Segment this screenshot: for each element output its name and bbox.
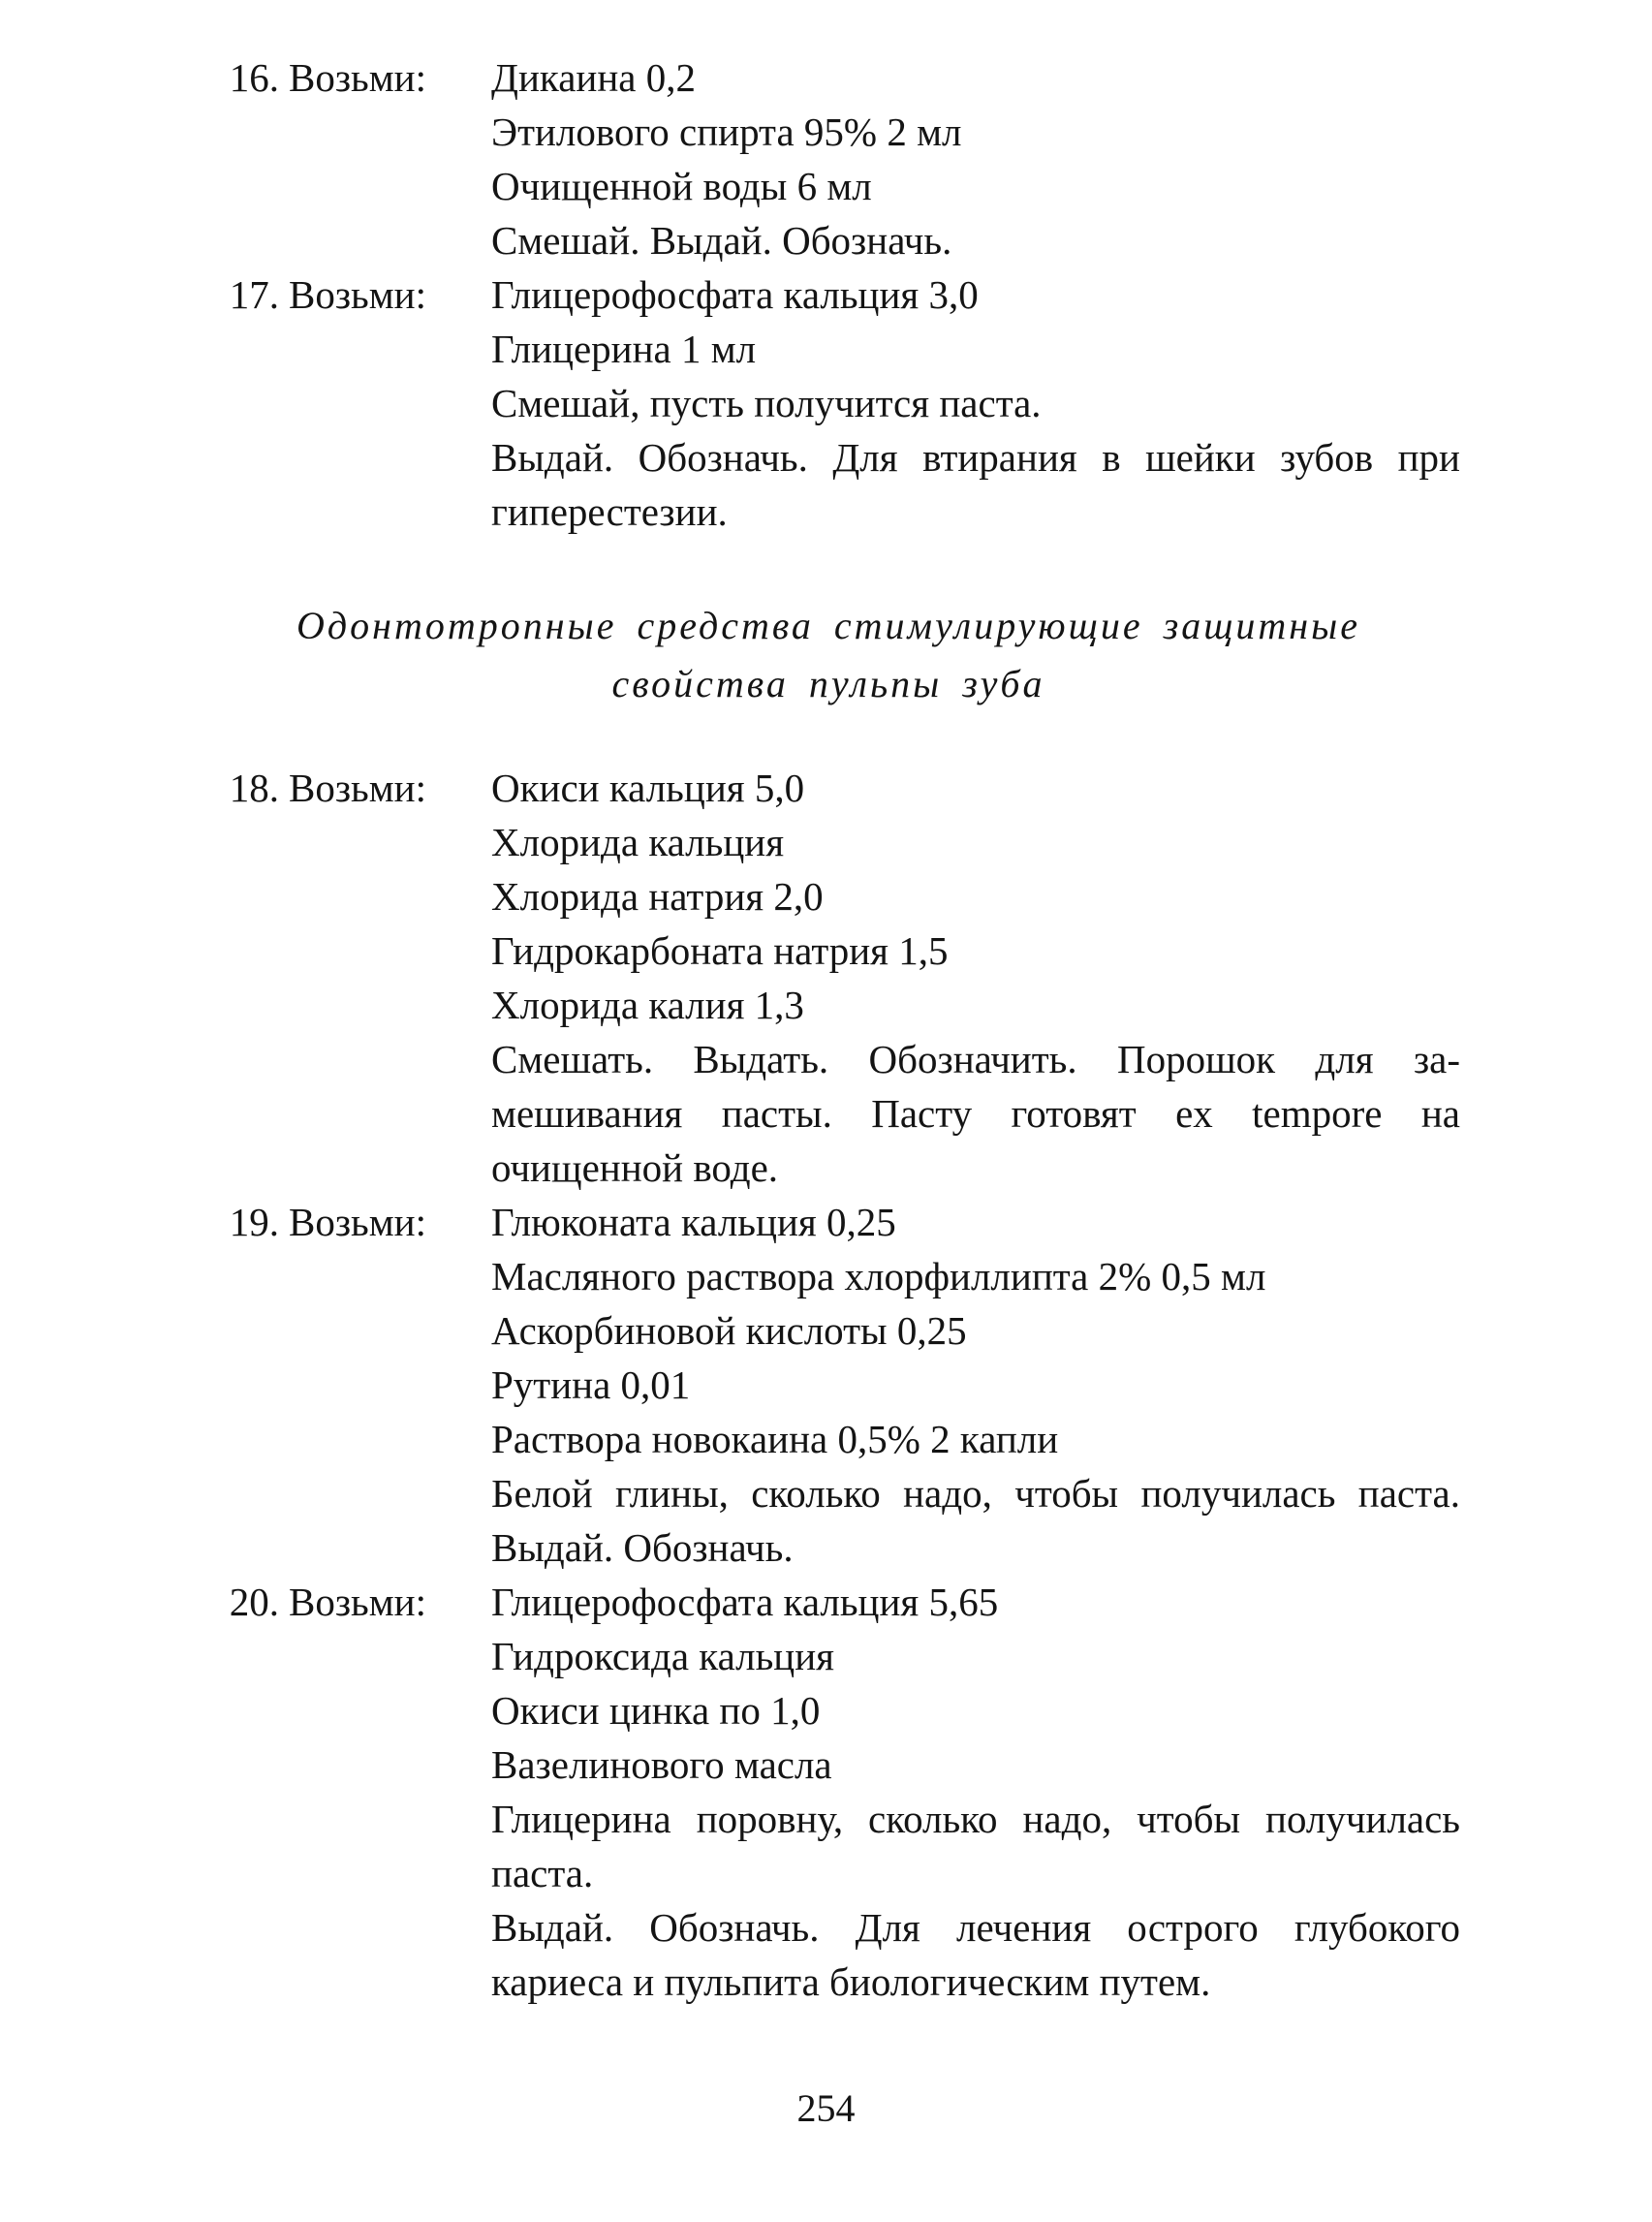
prescription-17 <box>194 267 1463 539</box>
instruction-line: кариеса и пульпита биологическим путем. <box>491 1959 1211 2004</box>
prescription-ingredients <box>491 267 1460 539</box>
prescription-header <box>194 1575 426 1629</box>
ingredient-line: Раствора новокаина 0,5% 2 капли <box>491 1417 1059 1461</box>
section-title-line: Одонтотропные средства стимулирующие защитные <box>296 604 1360 647</box>
prescription-18 <box>194 761 1463 1195</box>
ingredient-line: Аскорбиновой кислоты 0,25 <box>491 1308 967 1353</box>
ingredient-line: Глицерина поровну, сколько надо, чтобы получилась <box>491 1797 1460 1841</box>
ingredient-line: Этилового спирта 95% 2 мл <box>491 110 962 154</box>
ingredient-line: Глицерина 1 мл <box>491 327 757 371</box>
prescription-ingredients <box>491 1575 1460 2009</box>
ingredient-line: Рутина 0,01 <box>491 1362 691 1407</box>
instruction-line: гиперестезии. <box>491 489 728 534</box>
prescription-ingredients <box>491 50 1460 267</box>
prescription-header <box>194 761 426 815</box>
prescription-word: Возьми: <box>289 272 427 317</box>
prescription-header <box>194 267 426 322</box>
prescription-ingredients <box>491 1195 1460 1575</box>
ingredient-line: Гидроксида кальция <box>491 1634 835 1678</box>
prescription-19 <box>194 1195 1463 1575</box>
prescription-20 <box>194 1575 1463 2009</box>
ingredient-line: Масляного раствора хлорфиллипта 2% 0,5 мл <box>491 1254 1266 1299</box>
instruction-line: Выдай. Обозначь. <box>491 1525 794 1570</box>
prescription-word: Возьми: <box>289 766 427 810</box>
prescription-number: 19. <box>229 1200 279 1244</box>
instruction-line: Смешай, пусть получится паста. <box>491 381 1042 425</box>
prescription-word: Возьми: <box>289 1200 427 1244</box>
ingredient-line: Гидрокарбоната натрия 1,5 <box>491 928 949 973</box>
prescription-header <box>194 50 426 105</box>
ingredient-line: Глюконата кальция 0,25 <box>491 1200 896 1244</box>
prescription-ingredients <box>491 761 1460 1195</box>
instruction-line: мешивания пасты. Пасту готовят ex tempore на <box>491 1091 1460 1136</box>
prescription-number: 20. <box>229 1580 279 1624</box>
ingredient-line: Глицерофосфата кальция 5,65 <box>491 1580 999 1624</box>
ingredient-line: Белой глины, сколько надо, чтобы получилась паста. <box>491 1471 1460 1516</box>
ingredient-line: Глицерофосфата кальция 3,0 <box>491 272 979 317</box>
ingredient-line: Окиси кальция 5,0 <box>491 766 805 810</box>
prescription-header <box>194 1195 426 1249</box>
prescription-word: Возьми: <box>289 1580 427 1624</box>
ingredient-line: Окиси цинка по 1,0 <box>491 1688 821 1733</box>
prescription-number: 18. <box>229 766 279 810</box>
section-title-line: свойства пульпы зуба <box>611 662 1045 705</box>
prescription-number: 17. <box>229 272 279 317</box>
prescription-number: 16. <box>229 55 279 100</box>
ingredient-line: Вазелинового масла <box>491 1742 832 1787</box>
prescription-word: Возьми: <box>289 55 427 100</box>
ingredient-line: паста. <box>491 1851 594 1895</box>
instruction-line: Смешай. Выдай. Обозначь. <box>491 218 952 263</box>
section-title <box>194 597 1463 713</box>
instruction-line: Смешать. Выдать. Обозначить. Порошок для за- <box>491 1037 1460 1081</box>
page-number: 254 <box>796 2086 856 2130</box>
ingredient-line: Дикаина 0,2 <box>491 55 696 100</box>
instruction-line: Выдай. Обозначь. Для лечения острого глубокого <box>491 1905 1460 1950</box>
ingredient-line: Хлорида кальция <box>491 820 785 864</box>
ingredient-line: Очищенной воды 6 мл <box>491 164 872 208</box>
instruction-line: Выдай. Обозначь. Для втирания в шейки зубов при <box>491 435 1460 480</box>
ingredient-line: Хлорида калия 1,3 <box>491 983 804 1027</box>
instruction-line: очищенной воде. <box>491 1145 779 1190</box>
ingredient-line: Хлорида натрия 2,0 <box>491 874 824 919</box>
prescription-16 <box>194 50 1463 267</box>
